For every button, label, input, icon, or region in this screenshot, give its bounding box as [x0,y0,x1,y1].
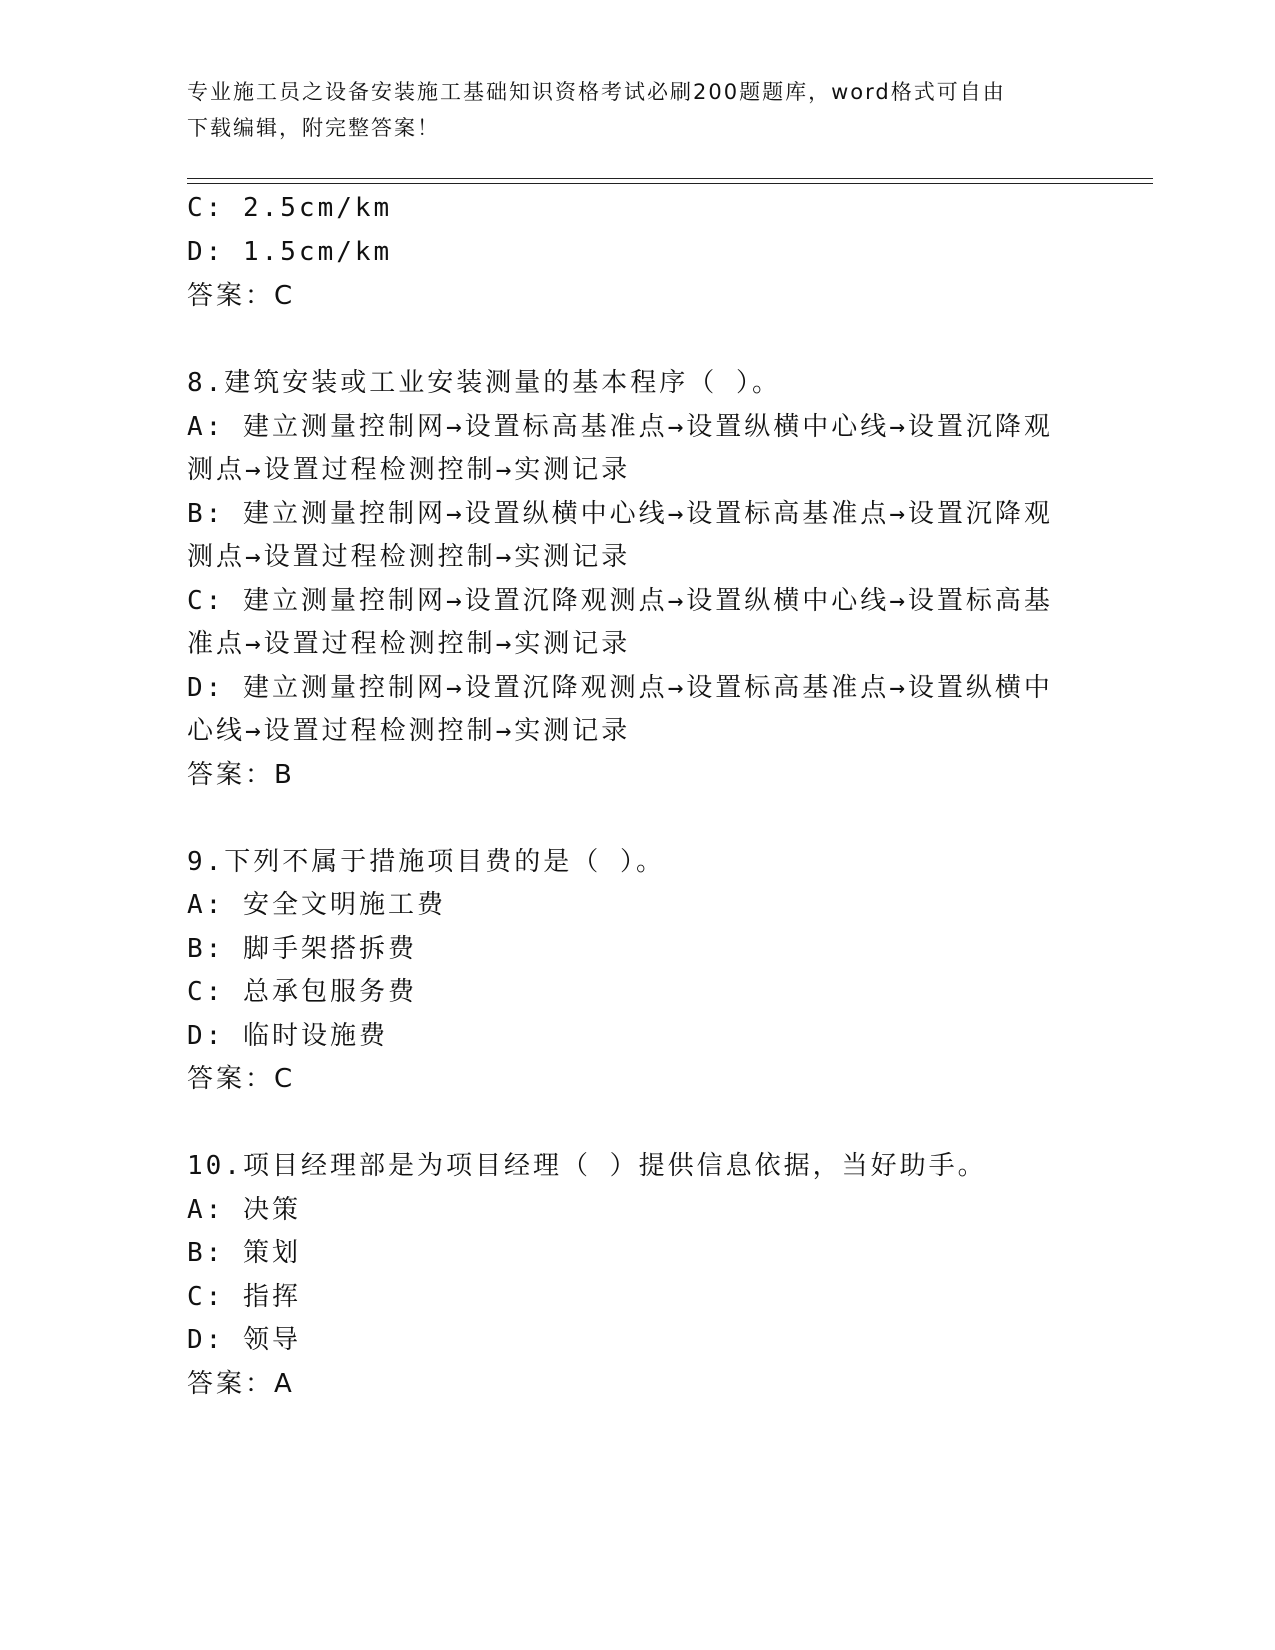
q10-option-a: A: 决策 [187,1195,301,1225]
q8-option-d-line-1: D: 建立测量控制网→设置沉降观测点→设置标高基准点→设置纵横中 [187,673,1053,703]
q9-option-c: C: 总承包服务费 [187,977,417,1007]
q9-answer: 答案：C [187,1064,296,1094]
q10-option-c: C: 指挥 [187,1282,301,1312]
q7-option-d: D: 1.5cm/km [187,237,393,267]
q10-question: 10.项目经理部是为项目经理（ ）提供信息依据，当好助手。 [187,1151,987,1181]
header-divider-bottom [187,183,1153,184]
header-line-1: 专业施工员之设备安装施工基础知识资格考试必刷200题题库，word格式可自由 [187,80,1006,104]
q8-option-b-line-1: B: 建立测量控制网→设置纵横中心线→设置标高基准点→设置沉降观 [187,499,1053,529]
q7-answer: 答案：C [187,281,296,311]
q9-option-a: A: 安全文明施工费 [187,890,446,920]
q9-question: 9.下列不属于措施项目费的是（ ）。 [187,847,665,877]
q9-option-d: D: 临时设施费 [187,1021,388,1051]
q10-option-d: D: 领导 [187,1325,301,1355]
q8-answer: 答案：B [187,760,295,790]
q9-option-b: B: 脚手架搭拆费 [187,934,417,964]
q8-question: 8.建筑安装或工业安装测量的基本程序（ ）。 [187,368,781,398]
header-line-2: 下载编辑，附完整答案！ [187,116,440,140]
document-header [187,74,1067,146]
header-divider-top [187,178,1153,179]
q7-option-c: C: 2.5cm/km [187,193,393,223]
q8-option-a-line-2: 测点→设置过程检测控制→实测记录 [187,455,631,485]
q8-option-c-line-2: 准点→设置过程检测控制→实测记录 [187,629,631,659]
q8-option-b-line-2: 测点→设置过程检测控制→实测记录 [187,542,631,572]
q8-option-d-line-2: 心线→设置过程检测控制→实测记录 [187,716,631,746]
q8-option-c-line-1: C: 建立测量控制网→设置沉降观测点→设置纵横中心线→设置标高基 [187,586,1053,616]
q10-option-b: B: 策划 [187,1238,301,1268]
q10-answer: 答案：A [187,1369,295,1399]
q8-option-a-line-1: A: 建立测量控制网→设置标高基准点→设置纵横中心线→设置沉降观 [187,412,1053,442]
